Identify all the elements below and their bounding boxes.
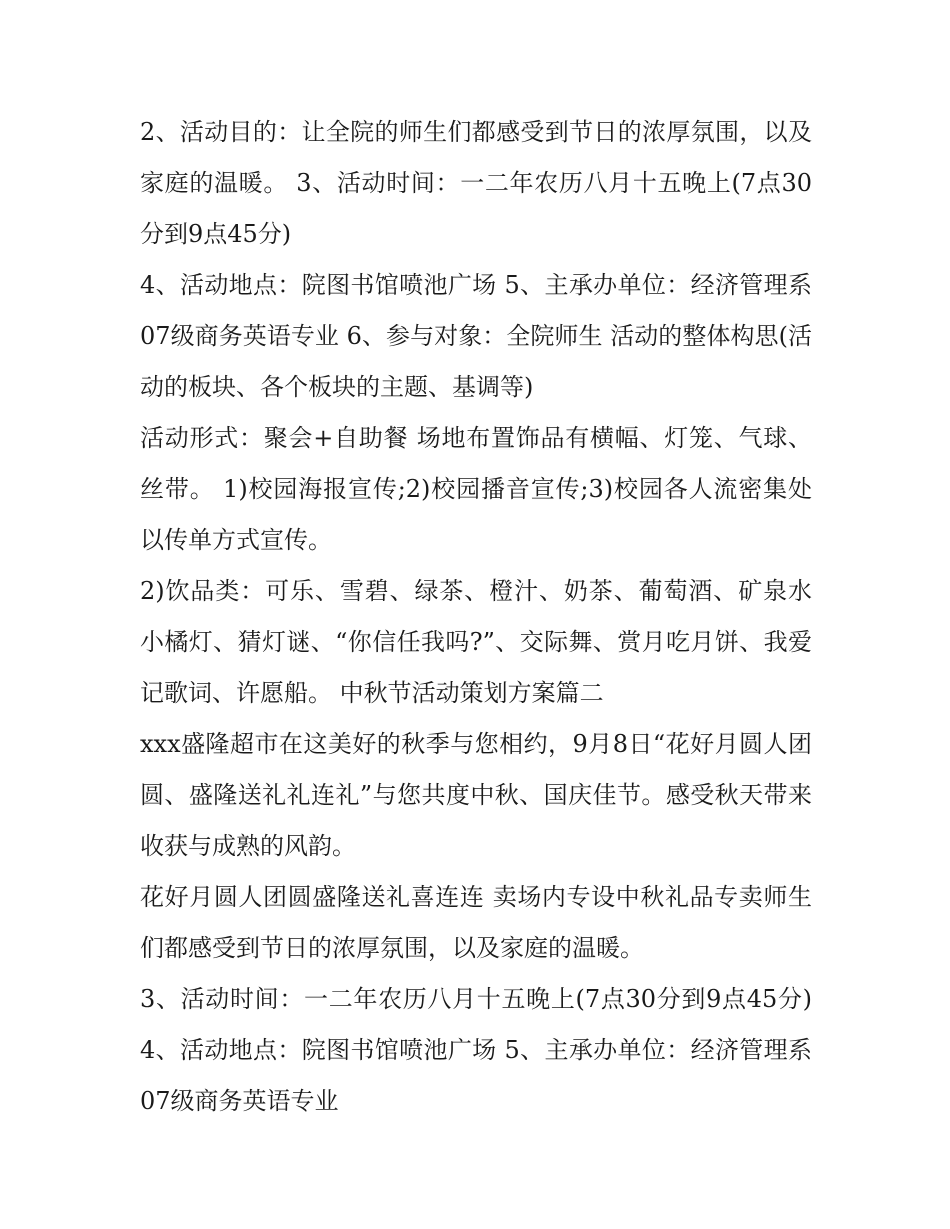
paragraph-supermarket-intro: xxx盛隆超市在这美好的秋季与您相约，9月8日“花好月圆人团圆、盛隆送礼礼连礼”与您共度中秋、国庆佳节。感受秋天带来收获与成熟的风韵。 (140, 730, 812, 860)
paragraph-format-promotion: 活动形式：聚会+自助餐 场地布置饰品有横幅、灯笼、气球、丝带。 1)校园海报宣传;2)校园播音宣传;3)校园各人流密集处以传单方式宣传。 (140, 424, 812, 554)
paragraph-time-location-repeat: 3、活动时间：一二年农历八月十五晚上(7点30分到9点45分) 4、活动地点：院图书馆喷池广场 5、主承办单位：经济管理系07级商务英语专业 (140, 985, 812, 1115)
paragraph-purpose-time: 2、活动目的：让全院的师生们都感受到节日的浓厚氛围，以及家庭的温暖。 3、活动时间：一二年农历八月十五晚上(7点30分到9点45分) (140, 118, 812, 248)
paragraph-location-organizer: 4、活动地点：院图书馆喷池广场 5、主承办单位：经济管理系07级商务英语专业 6、参与对象：全院师生 活动的整体构思(活动的板块、各个板块的主题、基调等) (140, 271, 812, 401)
paragraph-gift-counter: 花好月圆人团圆盛隆送礼喜连连 卖场内专设中秋礼品专卖师生们都感受到节日的浓厚氛围，以及家庭的温暖。 (140, 883, 812, 962)
document-body (140, 107, 812, 1127)
paragraph-drinks-activities: 2)饮品类：可乐、雪碧、绿茶、橙汁、奶茶、葡萄酒、矿泉水 小橘灯、猜灯谜、“你信任我吗?”、交际舞、赏月吃月饼、我爱记歌词、许愿船。 中秋节活动策划方案篇二 (140, 577, 812, 707)
